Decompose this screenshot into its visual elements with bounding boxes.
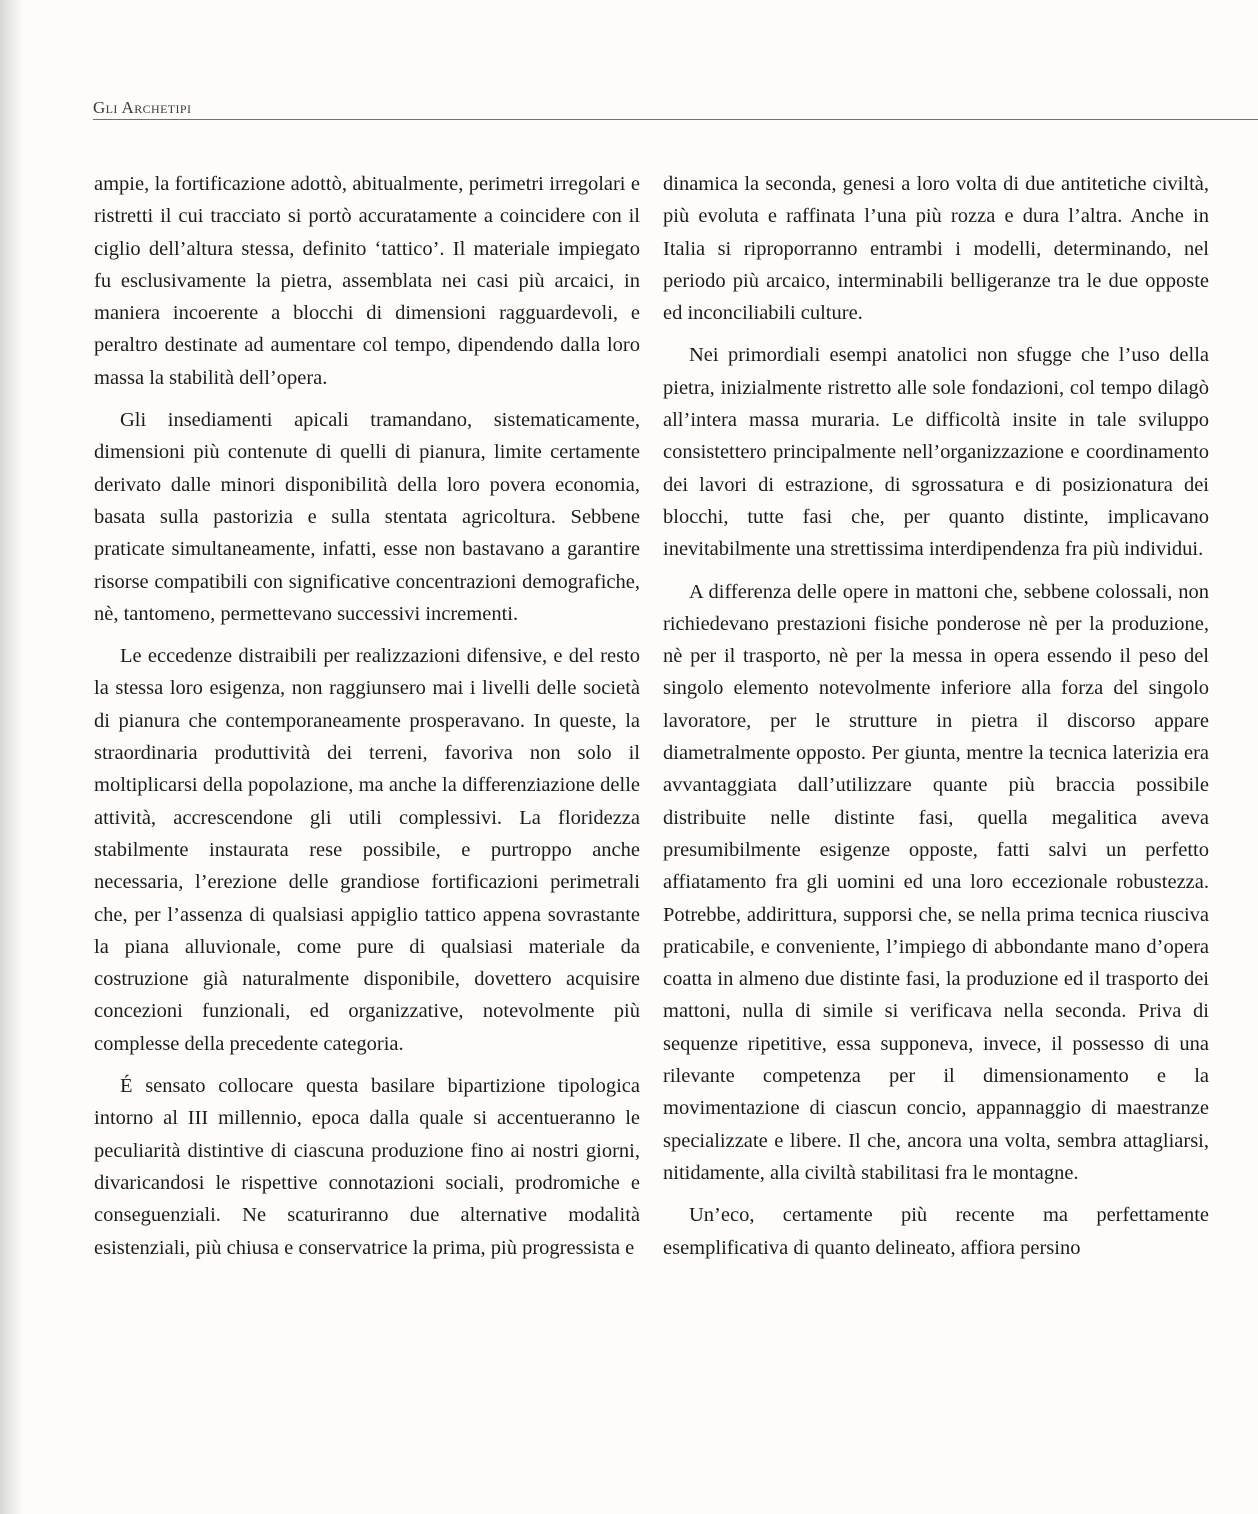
- left-paragraph-1: ampie, la fortificazione adottò, abitualmente, perimetri irregolari e ristretti il cui tracciato si portò accuratamente a coincidere con il ciglio dell’altura stessa, definito ‘tattico’. Il materiale impiegato fu esclusivamente la pietra, assemblata nei casi più arcaici, in maniera incoerente a blocchi di dimensioni ragguardevoli, e peraltro destinate ad aumentare col tempo, dipendendo dalla loro massa la stabilità dell’opera.: [94, 173, 640, 389]
- right-paragraph-1: dinamica la seconda, genesi a loro volta di due antitetiche civiltà, più evoluta e raffinata l’una più rozza e dura l’altra. Anche in Italia si riproporranno entrambi i modelli, determinando, nel periodo più arcaico, interminabili belligeranze tra le due opposte ed inconciliabili culture.: [663, 173, 1209, 325]
- left-column: [94, 168, 640, 1264]
- right-paragraph-2: Nei primordiali esempi anatolici non sfugge che l’uso della pietra, inizialmente ristretto alle sole fondazioni, col tempo dilagò all’intera massa muraria. Le difficoltà insite in tale sviluppo consistettero principalmente nell’organizzazione e coordinamento dei lavori di estrazione, di sgrossatura e di posizionatura dei blocchi, tutte fasi che, per quanto distinte, implicavano inevitabilmente una strettissima interdipendenza fra più individui.: [663, 344, 1209, 561]
- running-head: Gli Archetipi: [93, 98, 192, 117]
- right-paragraph-3: A differenza delle opere in mattoni che, sebbene colossali, non richiedevano prestazioni fisiche ponderose nè per la produzione, nè per il trasporto, nè per la messa in opera essendo il peso del singolo elemento notevolmente inferiore alla forza del singolo lavoratore, per le strutture in pietra il discorso appare diametralmente opposto. Per giunta, mentre la tecnica laterizia era avvantaggiata dall’utilizzare quante più braccia possibile distribuite nelle distinte fasi, quella megalitica aveva presumibilmente esigenze opposte, fatti salvi un perfetto affiatamento fra gli uomini ed una loro eccezionale robustezza. Potrebbe, addirittura, supporsi che, se nella prima tecnica riusciva praticabile, e conveniente, l’impiego di abbondante mano d’opera coatta in almeno due distinte fasi, la produzione ed il trasporto dei mattoni, nulla di simile si verificava nella seconda. Priva di sequenze ripetitive, essa supponeva, invece, il possesso di una rilevante competenza per il dimensionamento e la movimentazione di ciascun concio, appannaggio di maestranze specializzate e libere. Il che, ancora una volta, sembra attagliarsi, nitidamente, alla civiltà stabilitasi fra le montagne.: [663, 580, 1209, 1184]
- left-paragraph-4: É sensato collocare questa basilare bipartizione tipologica intorno al III millennio, epoca dalla quale si accentueranno le peculiarità distintive di ciascuna produzione fino ai nostri giorni, divaricandosi le rispettive connotazioni sociali, prodromiche e conseguenziali. Ne scaturiranno due alternative modalità esistenziali, più chiusa e conservatrice la prima, più progressista e: [94, 1075, 640, 1259]
- page-gutter-shadow: [0, 0, 24, 1514]
- right-paragraph-4: Un’eco, certamente più recente ma perfettamente esemplificativa di quanto delineato, affiora persino: [663, 1204, 1209, 1259]
- header-rule: [93, 119, 1258, 120]
- left-paragraph-2: Gli insediamenti apicali tramandano, sistematicamente, dimensioni più contenute di quelli di pianura, limite certamente derivato dalle minori disponibilità della loro povera economia, basata sulla pastorizia e sulla stentata agricoltura. Sebbene praticate simultaneamente, infatti, esse non bastavano a garantire risorse compatibili con significative concentrazioni demografiche, nè, tantomeno, permettevano successivi incrementi.: [94, 409, 640, 625]
- left-paragraph-3: Le eccedenze distraibili per realizzazioni difensive, e del resto la stessa loro esigenza, non raggiunsero mai i livelli delle società di pianura che contemporaneamente prosperavano. In queste, la straordinaria produttività dei terreni, favoriva non solo il moltiplicarsi della popolazione, ma anche la differenziazione delle attività, accrescendone gli utili complessivi. La floridezza stabilmente instaurata rese possibile, e purtroppo anche necessaria, l’erezione delle grandiose fortificazioni perimetrali che, per l’assenza di qualsiasi appiglio tattico appena sovrastante la piana alluvionale, come pure di qualsiasi materiale da costruzione già naturalmente disponibile, dovettero acquisire concezioni funzionali, ed organizzative, notevolmente più complesse della precedente categoria.: [94, 645, 640, 1055]
- right-column: [663, 168, 1209, 1264]
